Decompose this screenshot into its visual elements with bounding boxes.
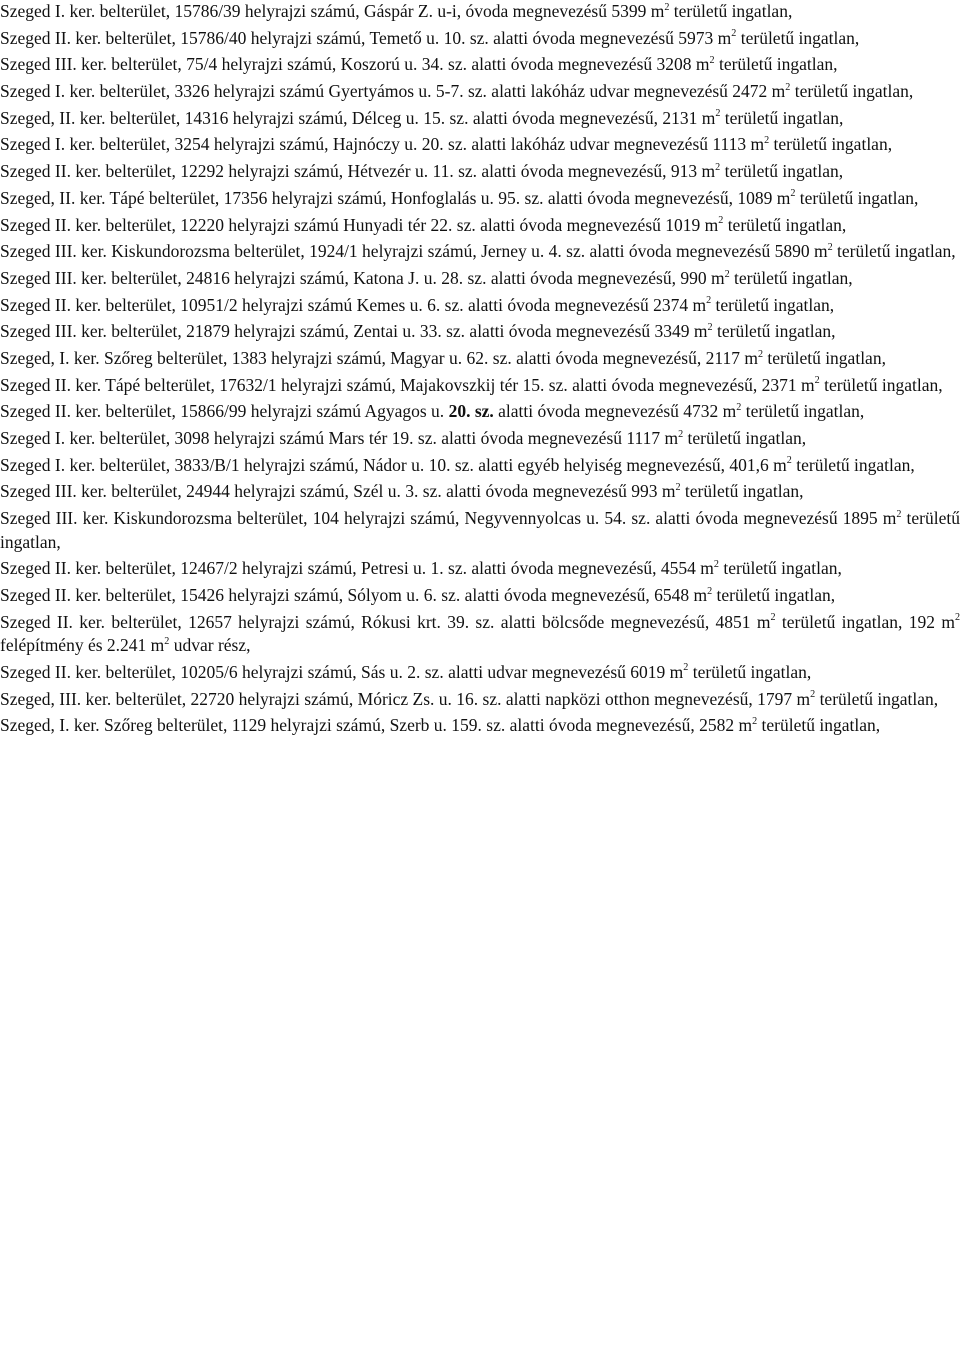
entry-text: Szeged II. ker. belterület, 15426 helyrajzi számú, Sólyom u. 6. sz. alatti óvoda megnevezésű, 6548 m — [0, 584, 708, 605]
entry-text: udvar rész, — [169, 635, 251, 656]
entry-text: Szeged II. ker. Tápé belterület, 17632/1 helyrajzi számú, Majakovszkij tér 15. sz. alatti óvoda megnevezésű, 2371 m — [0, 374, 815, 395]
entry-text: Szeged II. ker. belterület, 12657 helyrajzi számú, Rókusi krt. 39. sz. alatti bölcsőde megnevezésű, 4851 m — [0, 611, 771, 632]
entry-text: Szeged II. ker. belterület, 10951/2 helyrajzi számú Kemes u. 6. sz. alatti óvoda megnevezésű 2374 m — [0, 294, 707, 315]
superscript-exponent: 2 — [713, 558, 719, 570]
entry-text: területű ingatlan, — [832, 241, 956, 262]
property-entry — [0, 557, 960, 581]
property-entry — [0, 267, 960, 291]
entry-text: területű ingatlan, — [718, 558, 842, 579]
property-entry — [0, 661, 960, 685]
entry-text: Szeged, III. ker. belterület, 22720 helyrajzi számú, Móricz Zs. u. 16. sz. alatti napközi otthon megnevezésű, 1797 m — [0, 688, 811, 709]
entry-text: területű ingatlan, — [729, 267, 853, 288]
entry-text: Szeged I. ker. belterület, 3833/B/1 helyrajzi számú, Nádor u. 10. sz. alatti egyéb helyiség megnevezésű, 401,6 m — [0, 454, 787, 475]
entry-text: Szeged II. ker. belterület, 15866/99 helyrajzi számú Agyagos u. — [0, 401, 449, 422]
entry-text: Szeged, II. ker. Tápé belterület, 17356 helyrajzi számú, Honfoglalás u. 95. sz. alatti óvoda megnevezésű, 1089 m — [0, 187, 791, 208]
entry-text: alatti óvoda megnevezésű 4732 m — [493, 401, 737, 422]
entry-text: területű ingatlan, — [736, 27, 860, 48]
superscript-exponent: 2 — [678, 428, 684, 440]
property-entry — [0, 27, 960, 51]
superscript-exponent: 2 — [718, 215, 724, 227]
property-entry — [0, 187, 960, 211]
property-entry — [0, 347, 960, 371]
superscript-exponent: 2 — [675, 482, 681, 494]
superscript-exponent: 2 — [724, 268, 730, 280]
property-entry — [0, 714, 960, 738]
entry-text: területű ingatlan, — [763, 347, 886, 368]
entry-text: Szeged III. ker. belterület, 24816 helyrajzi számú, Katona J. u. 28. sz. alatti óvoda megnevezésű, 990 m — [0, 267, 725, 288]
superscript-exponent: 2 — [664, 1, 670, 13]
property-entry — [0, 160, 960, 184]
entry-text: területű ingatlan, — [790, 81, 914, 102]
superscript-exponent: 2 — [954, 612, 960, 624]
superscript-exponent: 2 — [707, 321, 713, 333]
entry-text: területű ingatlan, — [669, 1, 793, 21]
entry-text: Szeged III. ker. belterület, 24944 helyrajzi számú, Szél u. 3. sz. alatti óvoda megnevezésű 993 m — [0, 481, 676, 502]
entry-text: területű ingatlan, 192 m — [775, 611, 955, 632]
entry-text: Szeged II. ker. belterület, 12292 helyrajzi számú, Hétvezér u. 11. sz. alatti óvoda megnevezésű, 913 m — [0, 161, 716, 182]
entry-text: területű ingatlan, — [795, 187, 919, 208]
entry-text: területű ingatlan, — [0, 508, 960, 552]
entry-text: területű ingatlan, — [815, 688, 939, 709]
entry-text: Szeged I. ker. belterület, 3254 helyrajzi számú, Hajnóczy u. 20. sz. alatti lakóház udvar megnevezésű 1113 m — [0, 134, 765, 155]
superscript-exponent: 2 — [707, 585, 713, 597]
superscript-exponent: 2 — [715, 161, 721, 173]
entry-text: Szeged III. ker. belterület, 21879 helyrajzi számú, Zentai u. 33. sz. alatti óvoda megnevezésű 3349 m — [0, 321, 708, 342]
superscript-exponent: 2 — [706, 295, 712, 307]
superscript-exponent: 2 — [683, 662, 689, 674]
superscript-exponent: 2 — [164, 635, 170, 647]
superscript-exponent: 2 — [810, 689, 816, 701]
superscript-exponent: 2 — [790, 188, 796, 200]
superscript-exponent: 2 — [786, 455, 792, 467]
superscript-exponent: 2 — [736, 401, 742, 413]
property-entry — [0, 454, 960, 478]
superscript-exponent: 2 — [770, 612, 776, 624]
entry-text: Szeged II. ker. belterület, 12220 helyrajzi számú Hunyadi tér 22. sz. alatti óvoda megnevezésű 1019 m — [0, 214, 719, 235]
property-entry — [0, 688, 960, 712]
property-entry — [0, 107, 960, 131]
superscript-exponent: 2 — [715, 108, 721, 120]
entry-text: Szeged, I. ker. Szőreg belterület, 1129 helyrajzi számú, Szerb u. 159. sz. alatti óvoda megnevezésű, 2582 m — [0, 715, 753, 736]
entry-text: Szeged I. ker. belterület, 3326 helyrajzi számú Gyertyámos u. 5-7. sz. alatti lakóház udvar megnevezésű 2472 m — [0, 81, 786, 102]
property-entry — [0, 80, 960, 104]
entry-text: Szeged II. ker. belterület, 10205/6 helyrajzi számú, Sás u. 2. sz. alatti udvar megnevezésű 6019 m — [0, 661, 684, 682]
property-entry — [0, 133, 960, 157]
entry-text: Szeged II. ker. belterület, 12467/2 helyrajzi számú, Petresi u. 1. sz. alatti óvoda megnevezésű, 4554 m — [0, 558, 714, 579]
entry-text: felépítmény és 2.241 m — [0, 635, 165, 656]
entry-text: területű ingatlan, — [720, 107, 844, 128]
entry-text: területű ingatlan, — [723, 214, 847, 235]
property-entry — [0, 374, 960, 398]
entry-text: területű ingatlan, — [712, 584, 836, 605]
entry-text: területű ingatlan, — [741, 401, 865, 422]
superscript-exponent: 2 — [731, 28, 737, 40]
entry-text: Szeged III. ker. belterület, 75/4 helyrajzi számú, Koszorú u. 34. sz. alatti óvoda megnevezésű 3208 m — [0, 54, 710, 75]
entry-text: Szeged I. ker. belterület, 15786/39 helyrajzi számú, Gáspár Z. u-i, óvoda megnevezésű 5399 m — [0, 1, 665, 21]
property-entry — [0, 240, 960, 264]
property-entry — [0, 427, 960, 451]
bold-text: 20. sz. — [448, 401, 494, 422]
entry-text: Szeged I. ker. belterület, 3098 helyrajzi számú Mars tér 19. sz. alatti óvoda megnevezésű 1117 m — [0, 428, 679, 448]
entry-text: területű ingatlan, — [712, 321, 836, 342]
property-entry — [0, 611, 960, 658]
property-entry — [0, 507, 960, 554]
entry-text: területű ingatlan, — [757, 715, 881, 736]
property-entry — [0, 53, 960, 77]
entry-text: területű ingatlan, — [819, 374, 943, 395]
property-entry — [0, 400, 960, 424]
entry-text: területű ingatlan, — [769, 134, 893, 155]
superscript-exponent: 2 — [827, 241, 833, 253]
entry-text: területű ingatlan, — [720, 161, 844, 182]
entry-text: Szeged, I. ker. Szőreg belterület, 1383 helyrajzi számú, Magyar u. 62. sz. alatti óvoda megnevezésű, 2117 m — [0, 347, 758, 368]
entry-text: Szeged III. ker. Kiskundorozsma belterület, 104 helyrajzi számú, Negyvennyolcas u. 54. sz. alatti óvoda megnevezésű 1895 m — [0, 508, 897, 529]
superscript-exponent: 2 — [709, 55, 715, 67]
property-entry — [0, 294, 960, 318]
entry-text: területű ingatlan, — [688, 661, 812, 682]
superscript-exponent: 2 — [896, 508, 902, 520]
property-entry — [0, 320, 960, 344]
superscript-exponent: 2 — [757, 348, 763, 360]
property-entry — [0, 584, 960, 608]
entry-text: Szeged II. ker. belterület, 15786/40 helyrajzi számú, Temető u. 10. sz. alatti óvoda megnevezésű 5973 m — [0, 27, 732, 48]
entry-text: területű ingatlan, — [683, 428, 807, 448]
entry-text: területű ingatlan, — [680, 481, 804, 502]
entry-text: Szeged, II. ker. belterület, 14316 helyrajzi számú, Délceg u. 15. sz. alatti óvoda megnevezésű, 2131 m — [0, 107, 716, 128]
entry-text: területű ingatlan, — [791, 454, 915, 475]
superscript-exponent: 2 — [785, 81, 791, 93]
entry-text: területű ingatlan, — [714, 54, 838, 75]
property-entry — [0, 480, 960, 504]
entry-text: területű ingatlan, — [711, 294, 835, 315]
entry-text: Szeged III. ker. Kiskundorozsma belterület, 1924/1 helyrajzi számú, Jerney u. 4. sz. alatti óvoda megnevezésű 5890 m — [0, 241, 828, 262]
property-entry — [0, 0, 960, 24]
property-entry — [0, 214, 960, 238]
superscript-exponent: 2 — [814, 375, 820, 387]
superscript-exponent: 2 — [752, 715, 758, 727]
superscript-exponent: 2 — [764, 135, 770, 147]
